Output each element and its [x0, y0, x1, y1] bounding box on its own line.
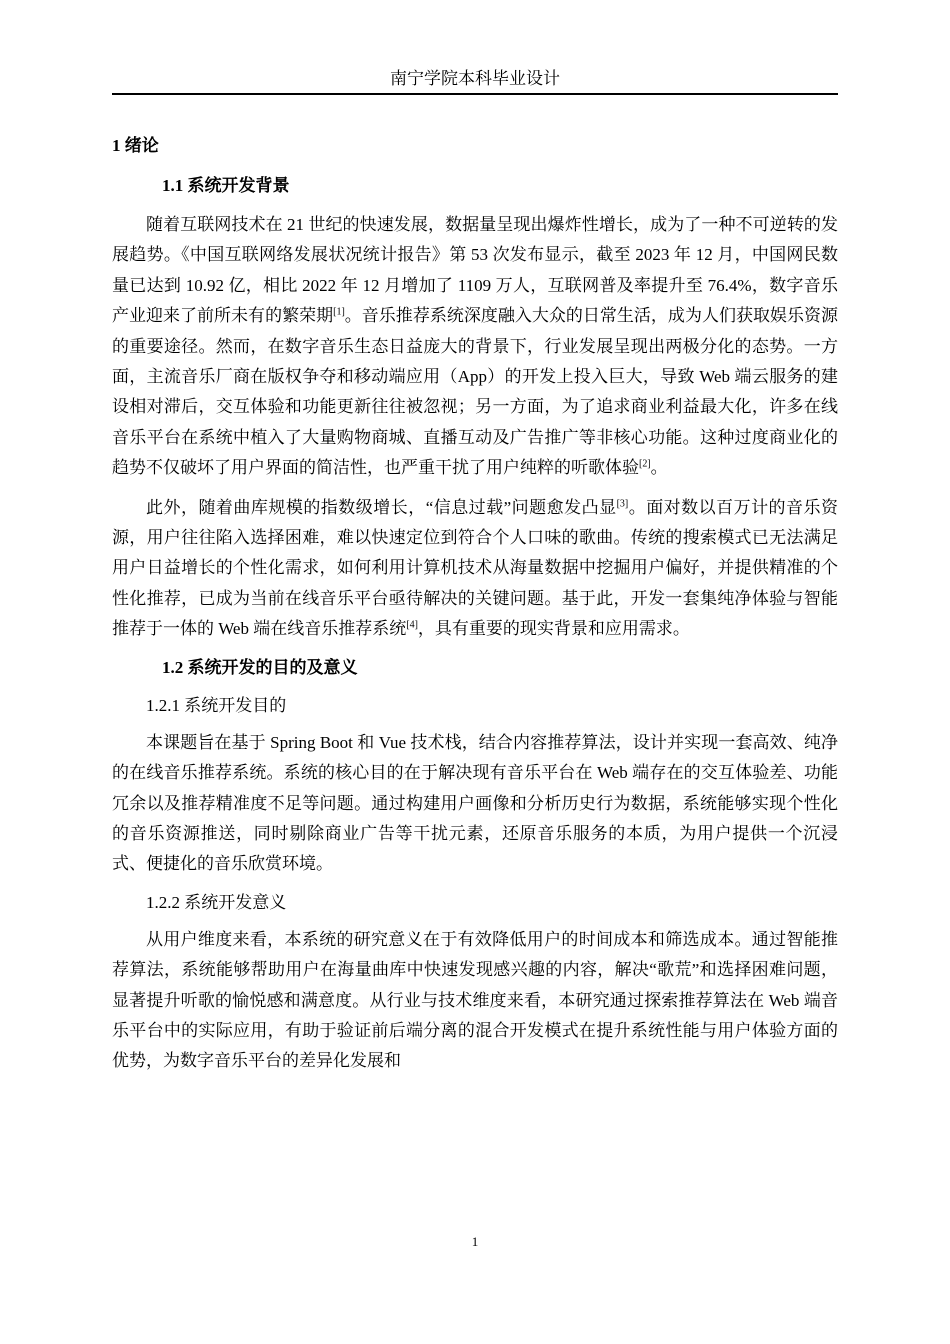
page-header: 南宁学院本科毕业设计	[390, 69, 560, 88]
paragraph-text: ，具有重要的现实背景和应用需求。	[417, 619, 690, 639]
document-body	[112, 126, 838, 1086]
subsection-heading-1-2-1: 1.2.1 系统开发目的	[146, 695, 287, 715]
paragraph-text: 随着互联网技术在 21 世纪的快速发展，数据量呈现出爆炸性增长，成为了一种不可逆转的发展趋势。《中国互联网络发展状况统计报告》第 53 次发布显示，截至 2023 年 12 月，中国网民数量已达到 10.92 亿，相比 2022 年 12 月增加了 1109 万人，互联网普及率提升至 76.4%，数字音乐产业迎来了前所未有的繁荣期	[112, 215, 838, 326]
citation-ref: [3]	[616, 498, 629, 509]
citation-ref: [4]	[406, 619, 418, 631]
header-rule	[112, 93, 838, 95]
citation-ref: [2]	[639, 458, 651, 470]
paragraph-purpose: 本课题旨在基于 Spring Boot 和 Vue 技术栈，结合内容推荐算法，设计并实现一套高效、纯净的在线音乐推荐系统。系统的核心目的在于解决现有音乐平台在 Web 端存在的交互体验差、功能冗余以及推荐精准度不足等问题。通过构建用户画像和分析历史行为数据，系统能够实现个性化的音乐资源推送，同时剔除商业广告等干扰元素，还原音乐服务的本质，为用户提供一个沉浸式、便捷化的音乐欣赏环境。	[112, 732, 838, 874]
paragraph-text: 。音乐推荐系统深度融入大众的日常生活，成为人们获取娱乐资源的重要途径。然而，在数字音乐生态日益庞大的背景下，行业发展呈现出两极分化的态势。一方面，主流音乐厂商在版权争夺和移动端应用（App）的开发上投入巨大，导致 Web 端云服务的建设相对滞后，交互体验和功能更新往往被忽视；另一方面，为了追求商业利益最大化，许多在线音乐平台在系统中植入了大量购物商城、直播互动及广告推广等非核心功能。这种过度商业化的趋势不仅破坏了用户界面的简洁性，也严重干扰了用户纯粹的听歌体验	[112, 306, 839, 478]
section-heading-1-2: 1.2 系统开发的目的及意义	[162, 657, 358, 677]
citation-ref: [1]	[333, 306, 345, 318]
paragraph-text: 。面对数以百万计的音乐资源，用户往往陷入选择困难，难以快速定位到符合个人口味的歌曲。传统的搜索模式已无法满足用户日益增长的个性化需求，如何利用计算机技术从海量数据中挖掘用户偏好，并提供精准的个性化推荐，已成为当前在线音乐平台亟待解决的关键问题。基于此，开发一套集纯净体验与智能推荐于一体的 Web 端在线音乐推荐系统	[112, 497, 839, 639]
section-heading-1-1: 1.1 系统开发背景	[162, 176, 290, 195]
paragraph-significance: 从用户维度来看，本系统的研究意义在于有效降低用户的时间成本和筛选成本。通过智能推荐算法，系统能够帮助用户在海量曲库中快速发现感兴趣的内容，解决“歌荒”和选择困难问题，显著提升听歌的愉悦感和满意度。从行业与技术维度来看，本研究通过探索推荐算法在 Web 端音乐平台中的实际应用，有助于验证前后端分离的混合开发模式在提升系统性能与用户体验方面的优势，为数字音乐平台的差异化发展和	[112, 929, 838, 1071]
paragraph-text: 此外，随着曲库规模的指数级增长，“信息过载”问题愈发凸显	[146, 497, 617, 517]
chapter-heading: 1 绪论	[112, 136, 159, 155]
page-number: 1	[471, 1234, 479, 1249]
paragraph-background-2	[112, 493, 838, 645]
paragraph-text: 。	[650, 458, 668, 478]
paragraph-background-1	[112, 210, 838, 484]
subsection-heading-1-2-2: 1.2.2 系统开发意义	[146, 892, 287, 912]
